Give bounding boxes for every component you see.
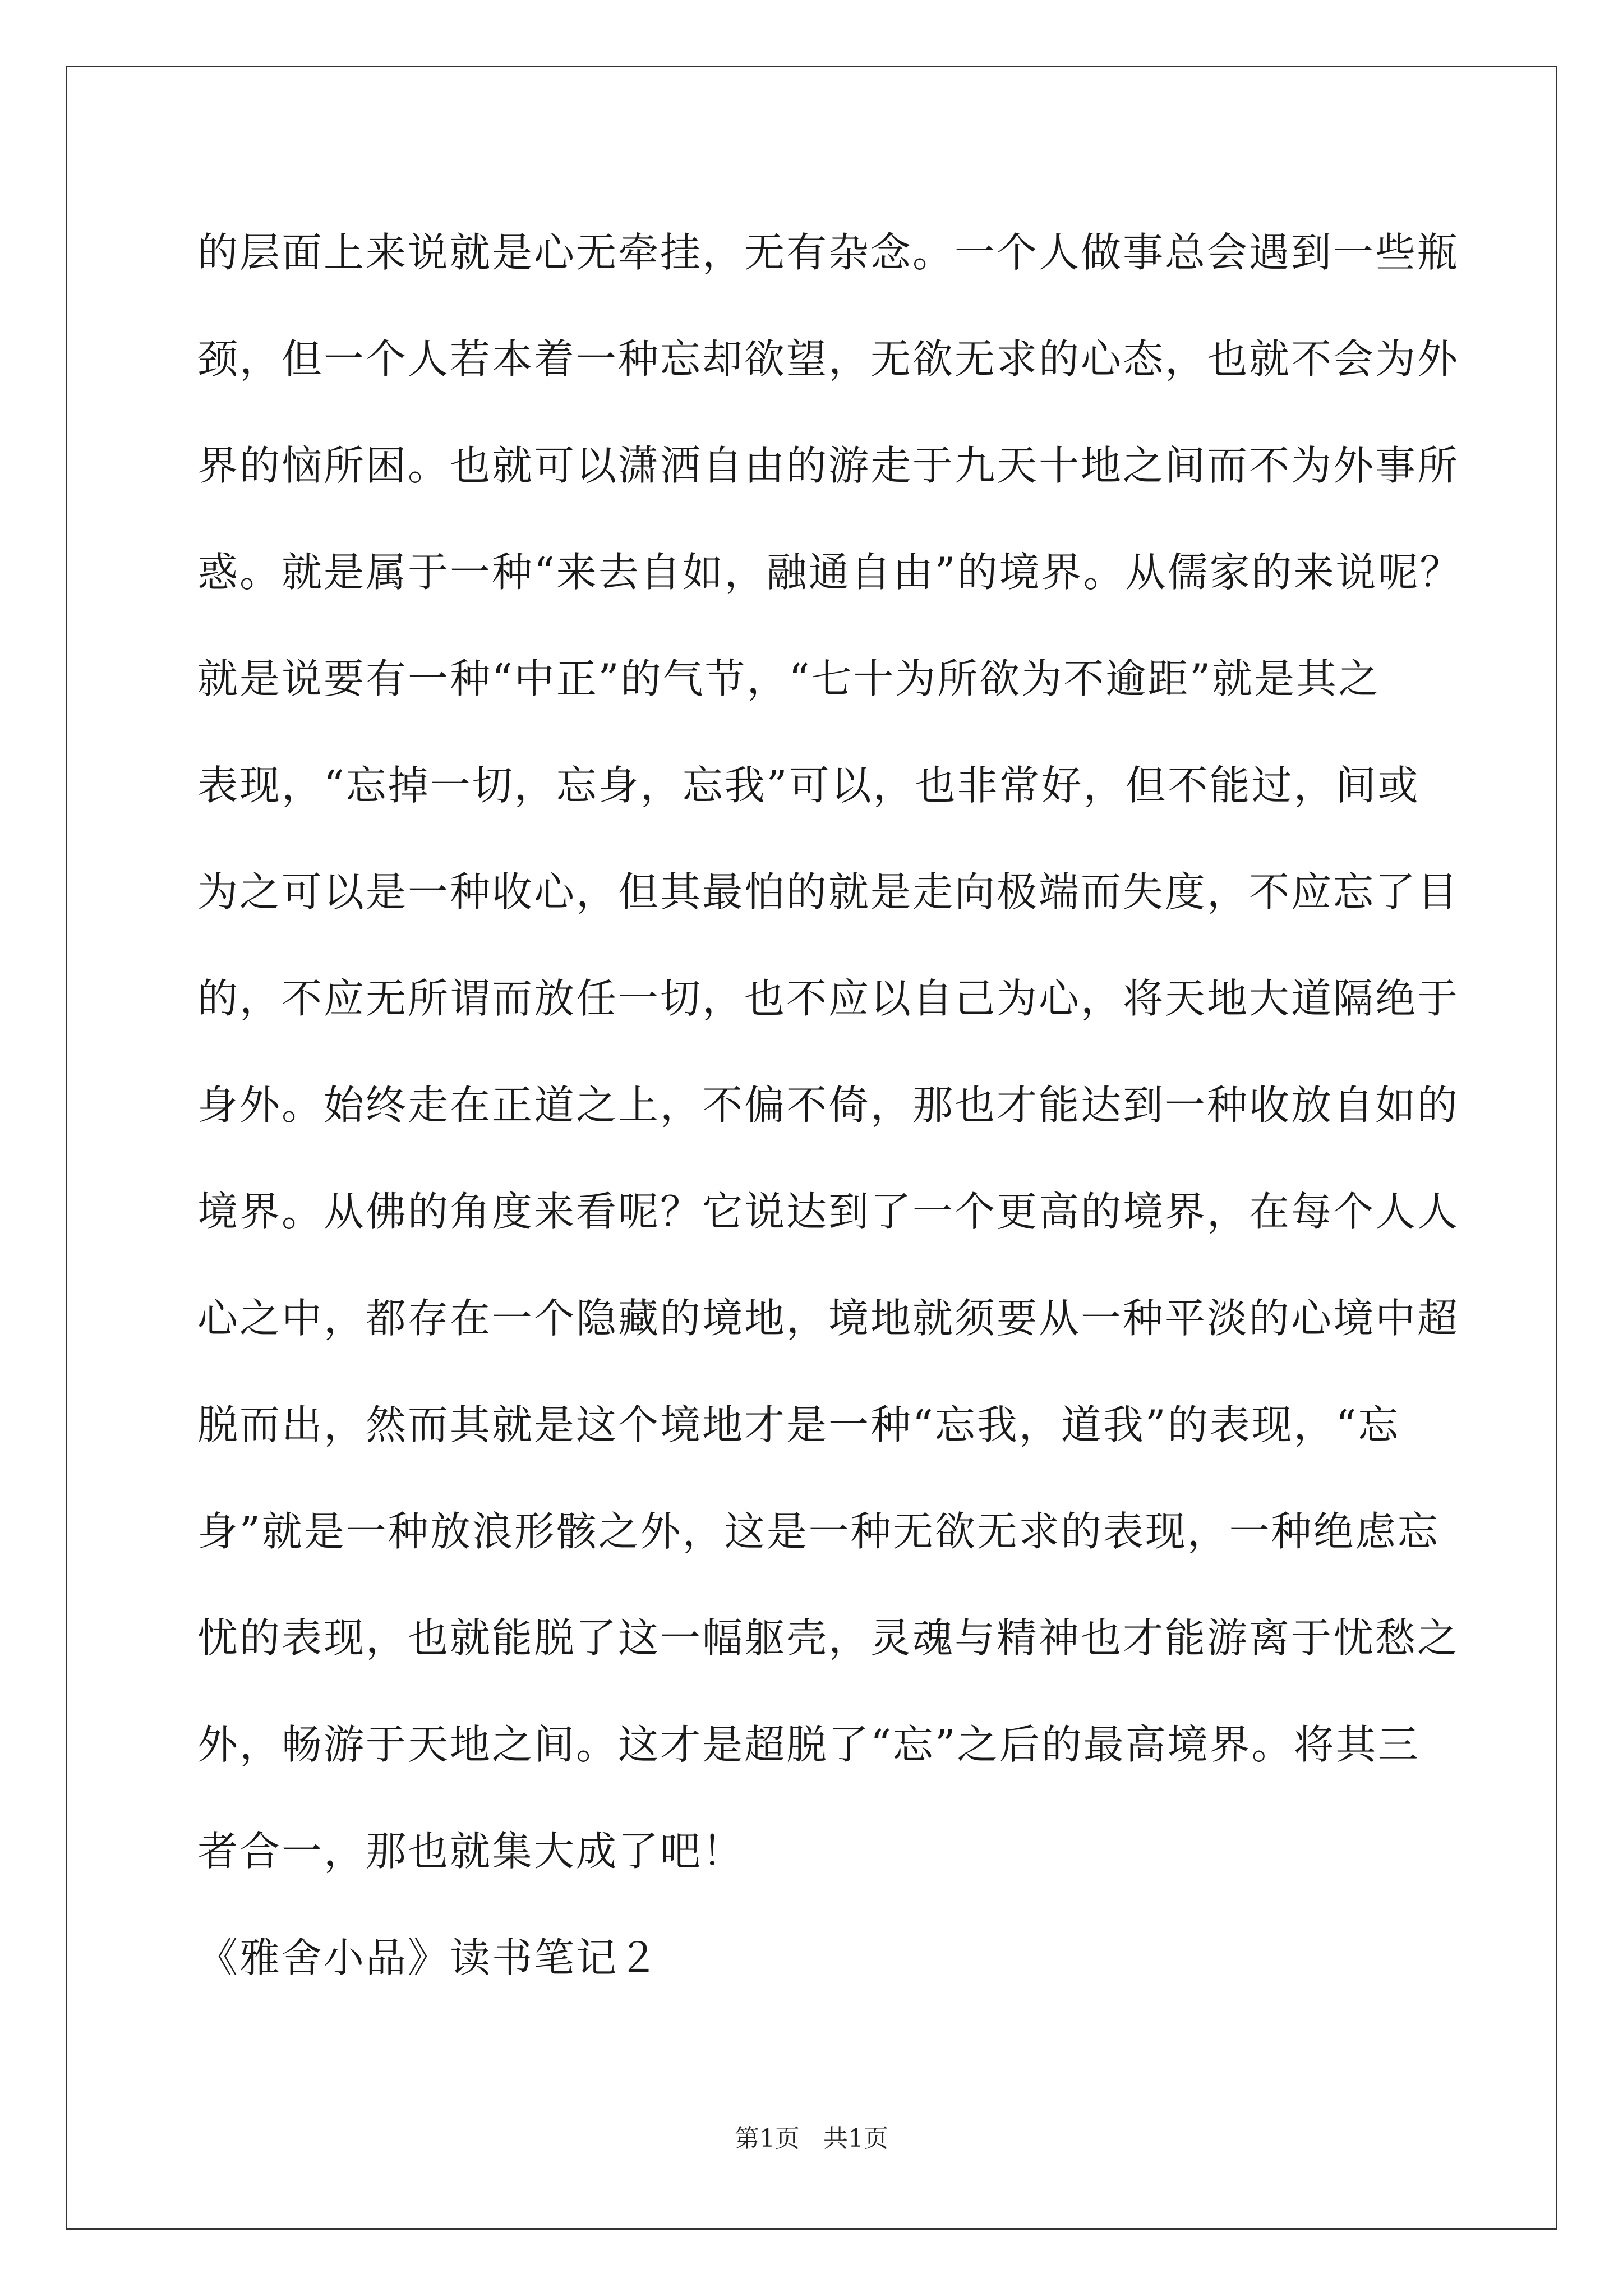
text-line-3: 界的恼所困。也就可以潇洒自由的游走于九天十地之间而不为外事所 (197, 442, 1460, 489)
text-line-16: 者合一，那也就集大成了吧！ (197, 1828, 745, 1875)
page-number-footer: 第1页 共1页 (735, 2124, 888, 2153)
text-line-5: 就是说要有一种“中正”的气节，“七十为所欲为不逾距”就是其之 (197, 655, 1381, 702)
text-line-14: 忧的表现，也就能脱了这一幅躯壳，灵魂与精神也才能游离于忧愁之 (197, 1614, 1460, 1662)
text-line-6: 表现，“忘掉一切，忘身，忘我”可以，也非常好，但不能过，间或 (197, 762, 1420, 809)
text-line-12: 脱而出，然而其就是这个境地才是一种“忘我，道我”的表现，“忘 (197, 1401, 1400, 1448)
text-line-8: 的，不应无所谓而放任一切，也不应以自己为心，将天地大道隔绝于 (197, 975, 1460, 1022)
text-line-4: 惑。就是属于一种“来去自如，融通自由”的境界。从儒家的来说呢？ (197, 549, 1462, 596)
text-line-2: 颈，但一个人若本着一种忘却欲望，无欲无求的心态，也就不会为外 (197, 335, 1460, 383)
document-body (197, 213, 1462, 2025)
text-line-7: 为之可以是一种收心，但其最怕的就是走向极端而失度，不应忘了目 (197, 868, 1460, 915)
text-line-13: 身”就是一种放浪形骸之外，这是一种无欲无求的表现，一种绝虑忘 (197, 1508, 1440, 1555)
text-line-10: 境界。从佛的角度来看呢？它说达到了一个更高的境界，在每个人人 (197, 1188, 1460, 1235)
text-line-15: 外，畅游于天地之间。这才是超脱了“忘”之后的最高境界。将其三 (197, 1721, 1420, 1768)
text-line-11: 心之中，都存在一个隐藏的境地，境地就须要从一种平淡的心境中超 (197, 1295, 1460, 1342)
text-line-9: 身外。始终走在正道之上，不偏不倚，那也才能达到一种收放自如的 (197, 1082, 1460, 1129)
text-line-1: 的层面上来说就是心无牵挂，无有杂念。一个人做事总会遇到一些瓶 (197, 229, 1460, 276)
section-heading: 《雅舍小品》读书笔记２ (197, 1934, 661, 1981)
